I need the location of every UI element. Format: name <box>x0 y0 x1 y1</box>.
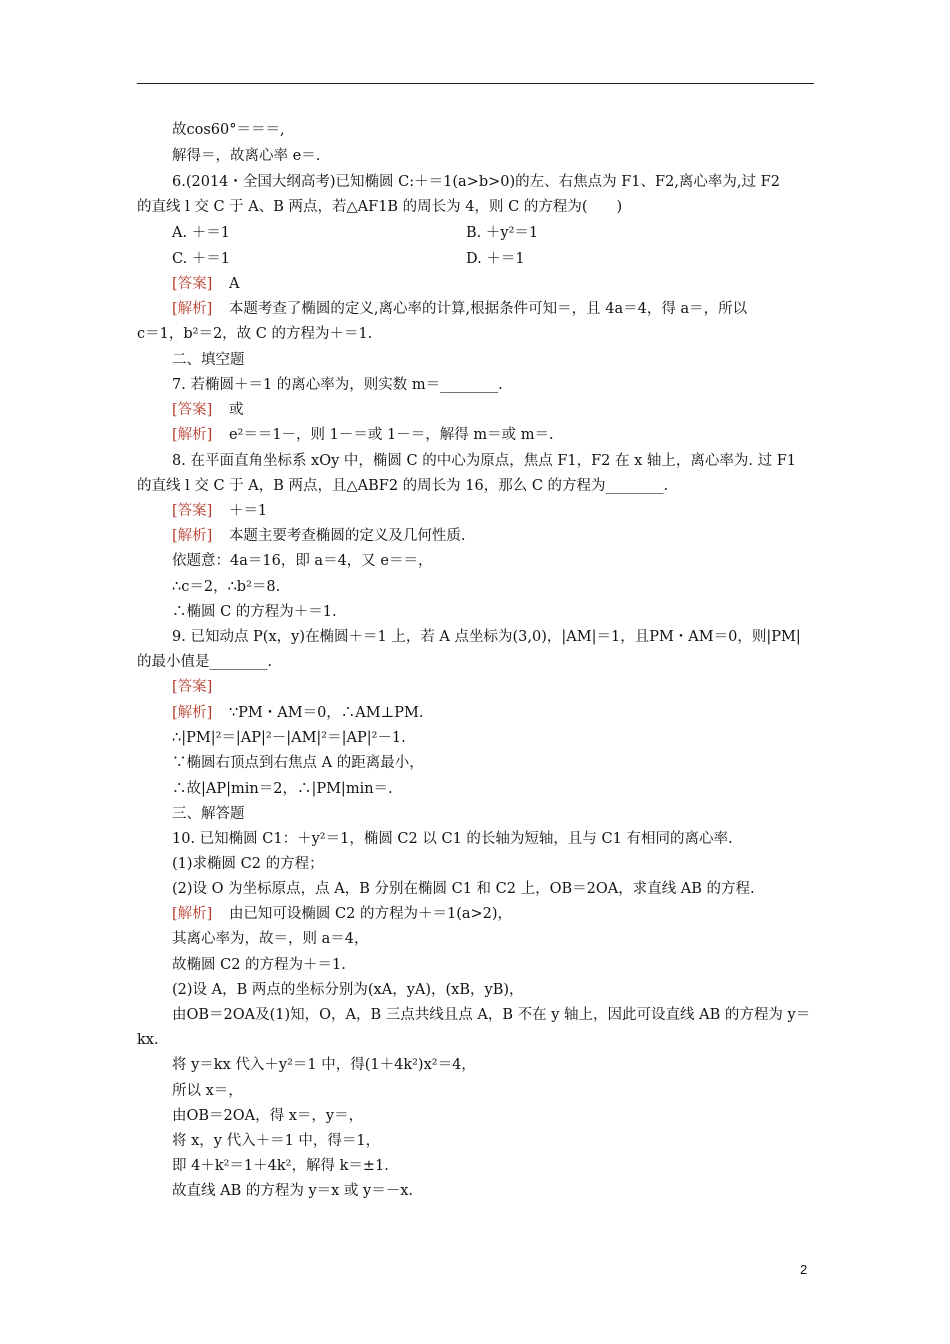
answer-value: ＋＝1 <box>228 503 268 519</box>
text-line: (1)求椭圆 C2 的方程； <box>172 856 324 872</box>
analysis-line <box>172 299 747 319</box>
option-b: B. ＋y²＝1 <box>466 225 539 241</box>
option-c: C. ＋＝1 <box>172 251 231 267</box>
text-line: 其离心率为，故＝，则 a＝4， <box>172 931 369 947</box>
analysis-text: e²＝＝1－，则 1－＝或 1－＝，解得 m＝或 m＝. <box>228 427 554 443</box>
option-a: A. ＋＝1 <box>172 225 230 241</box>
text-line: 6.(2014・全国大纲高考)已知椭圆 C:＋＝1(a>b>0)的左、右焦点为 F1、F2,离心率为,过 F2 <box>172 174 780 190</box>
text-line: 由OB＝2OA，得 x＝，y＝， <box>172 1108 364 1124</box>
analysis-text: 由已知可设椭圆 C2 的方程为＋＝1(a>2)， <box>228 906 513 922</box>
header-rule <box>137 83 814 84</box>
text-line: 解得＝，故离心率 e＝. <box>172 148 321 164</box>
analysis-text: ∵PM・AM＝0，∴AM⊥PM. <box>228 705 424 721</box>
text-line: 由OB＝2OA及(1)知，O，A，B 三点共线且点 A，B 不在 y 轴上，因此可设直线 AB 的方程为 y＝ <box>172 1007 811 1023</box>
text-line: 故椭圆 C2 的方程为＋＝1. <box>172 957 346 973</box>
text-line: 将 x，y 代入＋＝1 中，得＝1， <box>172 1133 381 1149</box>
text-line: 依题意：4a＝16，即 a＝4，又 e＝＝， <box>172 553 433 569</box>
answer-label: [答案] <box>172 276 213 292</box>
analysis-label: [解析] <box>172 301 213 317</box>
text-line: 故直线 AB 的方程为 y＝x 或 y＝－x. <box>172 1183 414 1199</box>
text-line: 的直线 l 交 C 于 A，B 两点，且△ABF2 的周长为 16，那么 C 的方程为________. <box>137 478 669 494</box>
text-line: (2)设 A，B 两点的坐标分别为(xA，yA)，(xB，yB)， <box>172 982 524 998</box>
analysis-label: [解析] <box>172 906 213 922</box>
text-line: ∴椭圆 C 的方程为＋＝1. <box>172 604 337 620</box>
text-line: 的直线 l 交 C 于 A、B 两点，若△AF1B 的周长为 4，则 C 的方程为( ) <box>137 199 623 215</box>
text-line: ∴c＝2，∴b²＝8. <box>172 579 281 595</box>
text-line: 7. 若椭圆＋＝1 的离心率为，则实数 m＝________. <box>172 377 503 393</box>
analysis-label: [解析] <box>172 705 213 721</box>
text-line: c＝1，b²＝2，故 C 的方程为＋＝1. <box>137 326 373 342</box>
answer-line <box>172 400 243 420</box>
analysis-label: [解析] <box>172 427 213 443</box>
text-line: 即 4＋k²＝1＋4k²，解得 k＝±1. <box>172 1158 389 1174</box>
answer-value: 或 <box>228 402 244 418</box>
page-number: 2 <box>800 1262 808 1277</box>
text-line: 的最小值是________. <box>137 654 273 670</box>
section-heading: 二、填空题 <box>172 352 245 368</box>
answer-label: [答案] <box>172 402 213 418</box>
analysis-line <box>172 425 554 445</box>
text-line: (2)设 O 为坐标原点，点 A，B 分别在椭圆 C1 和 C2 上，OB＝2OA，求直线 AB 的方程. <box>172 881 755 897</box>
answer-line <box>172 501 267 521</box>
text-line: 所以 x＝， <box>172 1083 243 1099</box>
text-line: 将 y＝kx 代入＋y²＝1 中，得(1＋4k²)x²＝4， <box>172 1057 476 1073</box>
analysis-text: 本题主要考查椭圆的定义及几何性质. <box>228 528 466 544</box>
analysis-line <box>172 703 423 723</box>
analysis-line <box>172 904 512 924</box>
answer-line <box>172 274 239 294</box>
text-line: 故cos60°＝＝＝, <box>172 122 285 138</box>
answer-value: A <box>228 276 240 292</box>
text-line: kx. <box>137 1032 159 1048</box>
option-d: D. ＋＝1 <box>466 251 525 267</box>
answer-label: [答案] <box>172 679 213 695</box>
analysis-text: 本题考查了椭圆的定义,离心率的计算,根据条件可知＝，且 4a＝4，得 a＝，所以 <box>228 301 748 317</box>
section-heading: 三、解答题 <box>172 806 245 822</box>
text-line: 8. 在平面直角坐标系 xOy 中，椭圆 C 的中心为原点，焦点 F1，F2 在 x 轴上，离心率为. 过 F1 <box>172 453 797 469</box>
text-line: ∴|PM|²＝|AP|²－|AM|²＝|AP|²－1. <box>172 730 406 746</box>
answer-label: [答案] <box>172 503 213 519</box>
analysis-label: [解析] <box>172 528 213 544</box>
text-line: 10. 已知椭圆 C1：＋y²＝1，椭圆 C2 以 C1 的长轴为短轴，且与 C1 有相同的离心率. <box>172 831 733 847</box>
text-line: ∴故|AP|min＝2，∴|PM|min＝. <box>172 781 393 797</box>
text-line: 9. 已知动点 P(x，y)在椭圆＋＝1 上，若 A 点坐标为(3,0)，|AM|＝1，且PM・AM＝0，则|PM| <box>172 629 801 645</box>
analysis-line <box>172 526 466 546</box>
text-line: ∵椭圆右顶点到右焦点 A 的距离最小， <box>172 755 424 771</box>
